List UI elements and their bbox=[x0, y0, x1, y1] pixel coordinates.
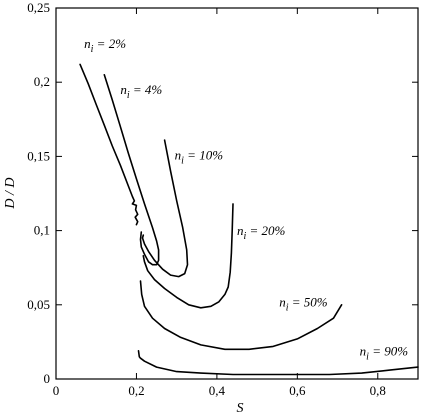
y-tick-label: 0,2 bbox=[33, 74, 50, 90]
plot-frame bbox=[56, 8, 418, 379]
y-tick-label: 0,1 bbox=[33, 222, 50, 238]
series-label-5: $n_i = 90\%$ bbox=[359, 343, 409, 363]
x-tick-label: 0,8 bbox=[369, 383, 386, 398]
series-lines bbox=[80, 64, 418, 374]
x-tick-label: 0,6 bbox=[289, 383, 306, 398]
series-line-1 bbox=[104, 75, 158, 265]
y-tick-label: 0 bbox=[43, 371, 50, 386]
x-axis-title: S bbox=[236, 401, 244, 415]
series-label-1: $n_i = 4\%$ bbox=[120, 82, 163, 102]
x-axis-ticks bbox=[53, 8, 386, 398]
x-tick-label: 0 bbox=[52, 383, 60, 398]
series-line-3 bbox=[143, 204, 233, 308]
y-axis-title: D / D bbox=[3, 177, 18, 209]
series-label-0: $n_i = 2\%$ bbox=[84, 36, 127, 56]
series-label-4: $n_i = 50\%$ bbox=[279, 294, 328, 314]
series-line-4 bbox=[141, 281, 342, 349]
series-label-3: $n_i = 20\%$ bbox=[237, 223, 286, 243]
x-tick-label: 0,2 bbox=[128, 383, 145, 398]
series-label-2: $n_i = 10\%$ bbox=[174, 147, 224, 167]
y-tick-label: 0,25 bbox=[27, 0, 50, 15]
y-tick-label: 0,05 bbox=[27, 296, 50, 312]
x-tick-label: 0,4 bbox=[208, 383, 226, 398]
y-tick-label: 0,15 bbox=[27, 148, 50, 164]
y-axis-ticks bbox=[27, 0, 418, 386]
